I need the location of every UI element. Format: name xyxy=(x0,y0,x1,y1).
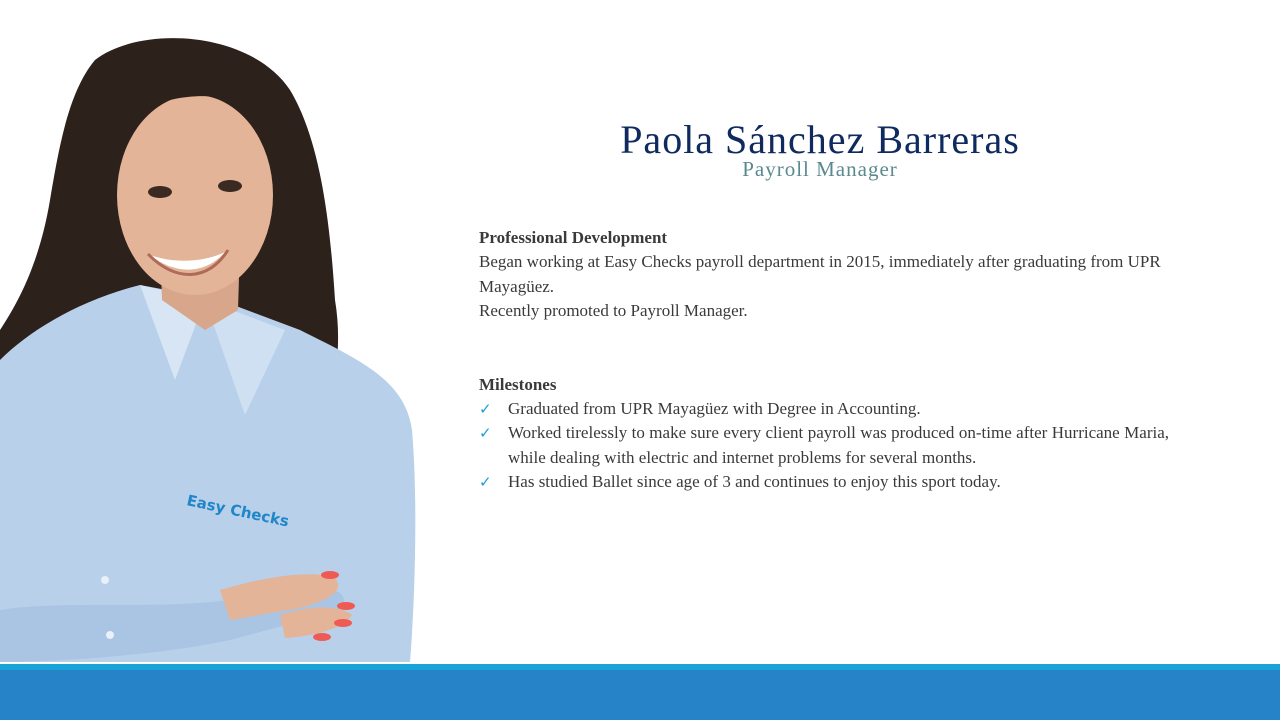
milestone-item xyxy=(479,470,1169,495)
profile-content xyxy=(479,226,1169,495)
shirt-logo: Easy Checks xyxy=(185,491,291,531)
check-icon: ✓ xyxy=(479,473,492,491)
milestone-item xyxy=(479,421,1169,470)
milestone-text: Worked tirelessly to make sure every client payroll was produced on-time after Hurricane Maria, while dealing with electric and internet problems for several months. xyxy=(508,423,1169,467)
profile-photo xyxy=(0,0,430,665)
person-name: Paola Sánchez Barreras xyxy=(620,117,1020,162)
milestones-list xyxy=(479,397,1169,495)
milestones-heading: Milestones xyxy=(479,374,557,394)
check-icon: ✓ xyxy=(479,424,492,442)
check-icon: ✓ xyxy=(479,399,492,418)
professional-development-line: Recently promoted to Payroll Manager. xyxy=(479,301,748,320)
milestone-text: Graduated from UPR Mayagüez with Degree in Accounting. xyxy=(508,398,921,418)
professional-development-heading: Professional Development xyxy=(479,228,668,247)
milestone-text: Has studied Ballet since age of 3 and continues to enjoy this sport today. xyxy=(508,472,1001,491)
professional-development-line: Began working at Easy Checks payroll department in 2015, immediately after graduating from UPR Mayagüez. xyxy=(479,252,1161,296)
milestone-item xyxy=(479,397,1169,422)
person-role: Payroll Manager xyxy=(742,157,898,181)
footer-band-dark xyxy=(0,670,1280,720)
spacer xyxy=(479,324,1169,373)
